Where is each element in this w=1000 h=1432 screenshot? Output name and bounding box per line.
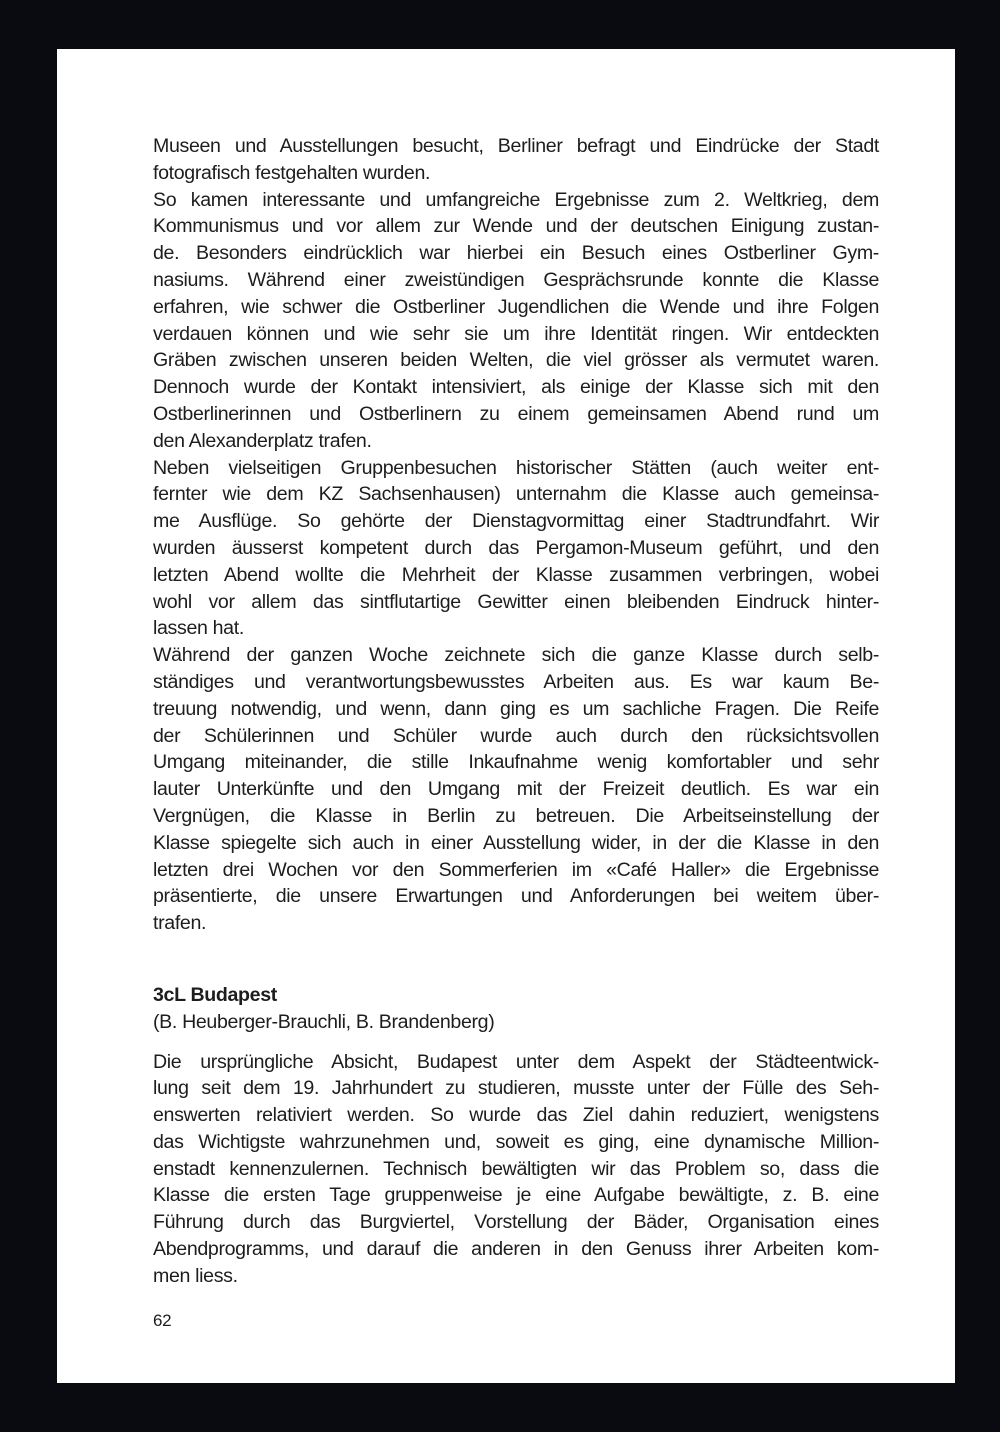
text-line: de. Besonders eindrücklich war hierbei ein Besuch eines Ostberliner Gym-	[153, 242, 879, 265]
text-line: enstadt kennenzulernen. Technisch bewältigten wir das Problem so, dass die	[153, 1157, 879, 1180]
text-line: lung seit dem 19. Jahrhundert zu studieren, musste unter der Fülle des Seh-	[153, 1077, 879, 1100]
paragraph	[153, 455, 879, 643]
text-line: Klasse spiegelte sich auch in einer Ausstellung wider, in der die Klasse in den	[153, 831, 879, 854]
text-line: Klasse die ersten Tage gruppenweise je eine Aufgabe bewältigte, z. B. eine	[153, 1184, 879, 1207]
text-line: verdauen können und wie sehr sie um ihre Identität ringen. Wir entdeckten	[153, 322, 879, 345]
text-line: wohl vor allem das sintflutartige Gewitter einen bleibenden Eindruck hinter-	[153, 590, 879, 613]
text-line: Die ursprüngliche Absicht, Budapest unter dem Aspekt der Städteentwick-	[153, 1050, 879, 1073]
page-content	[153, 133, 879, 1290]
text-line: treuung notwendig, und wenn, dann ging es um sachliche Fragen. Die Reife	[153, 697, 879, 720]
text-line: So kamen interessante und umfangreiche Ergebnisse zum 2. Weltkrieg, dem	[153, 188, 879, 211]
text-line: Abendprogramms, und darauf die anderen in den Genuss ihrer Arbeiten kom-	[153, 1238, 879, 1261]
text-line: erfahren, wie schwer die Ostberliner Jugendlichen die Wende und ihre Folgen	[153, 295, 879, 318]
text-line: Vergnügen, die Klasse in Berlin zu betreuen. Die Arbeitseinstellung der	[153, 804, 879, 827]
text-line: Dennoch wurde der Kontakt intensiviert, als einige der Klasse sich mit den	[153, 376, 879, 399]
text-line: Ostberlinerinnen und Ostberlinern zu einem gemeinsamen Abend rund um	[153, 402, 879, 425]
text-line: letzten drei Wochen vor den Sommerferien im «Café Haller» die Ergebnisse	[153, 858, 879, 881]
section-heading: 3cL Budapest	[153, 983, 277, 1006]
text-line: wurden äusserst kompetent durch das Pergamon-Museum geführt, und den	[153, 536, 879, 559]
text-line: den Alexanderplatz trafen.	[153, 429, 372, 452]
text-line: fernter wie dem KZ Sachsenhausen) unternahm die Klasse auch gemeinsa-	[153, 483, 879, 506]
section-authors: (B. Heuberger-Brauchli, B. Brandenberg)	[153, 1010, 495, 1033]
text-line: Während der ganzen Woche zeichnete sich die ganze Klasse durch selb-	[153, 644, 879, 667]
paragraph	[153, 642, 879, 937]
text-line: trafen.	[153, 912, 207, 935]
text-line: der Schülerinnen und Schüler wurde auch durch den rücksichtsvollen	[153, 724, 879, 747]
text-line: me Ausflüge. So gehörte der Dienstagvormittag einer Stadtrundfahrt. Wir	[153, 510, 879, 533]
page-number: 62	[153, 1311, 172, 1330]
document-page	[57, 49, 955, 1383]
text-line: letzten Abend wollte die Mehrheit der Klasse zusammen verbringen, wobei	[153, 563, 879, 586]
text-line: Neben vielseitigen Gruppenbesuchen historischer Stätten (auch weiter ent-	[153, 456, 879, 479]
section-berlin	[153, 133, 879, 937]
text-line: präsentierte, die unsere Erwartungen und Anforderungen bei weitem über-	[153, 885, 879, 908]
paragraph	[153, 133, 879, 187]
text-line: nasiums. Während einer zweistündigen Gesprächsrunde konnte die Klasse	[153, 268, 879, 291]
text-line: fotografisch festgehalten wurden.	[153, 161, 431, 184]
paragraph	[153, 187, 879, 455]
text-line: das Wichtigste wahrzunehmen und, soweit es ging, eine dynamische Million-	[153, 1130, 879, 1153]
text-line: Gräben zwischen unseren beiden Welten, die viel grösser als vermutet waren.	[153, 349, 879, 372]
section-budapest-paragraph	[153, 1049, 879, 1290]
text-line: ständiges und verantwortungsbewusstes Arbeiten aus. Es war kaum Be-	[153, 670, 879, 693]
text-line: Führung durch das Burgviertel, Vorstellung der Bäder, Organisation eines	[153, 1211, 879, 1234]
text-line: Kommunismus und vor allem zur Wende und der deutschen Einigung zustan-	[153, 215, 879, 238]
text-line: Umgang miteinander, die stille Inkaufnahme wenig komfortabler und sehr	[153, 751, 879, 774]
text-line: enswerten relativiert werden. So wurde das Ziel dahin reduziert, wenigstens	[153, 1104, 879, 1127]
text-line: Museen und Ausstellungen besucht, Berliner befragt und Eindrücke der Stadt	[153, 135, 879, 157]
text-line: men liess.	[153, 1264, 238, 1287]
text-line: lassen hat.	[153, 617, 244, 640]
text-line: lauter Unterkünfte und den Umgang mit der Freizeit deutlich. Es war ein	[153, 778, 879, 801]
